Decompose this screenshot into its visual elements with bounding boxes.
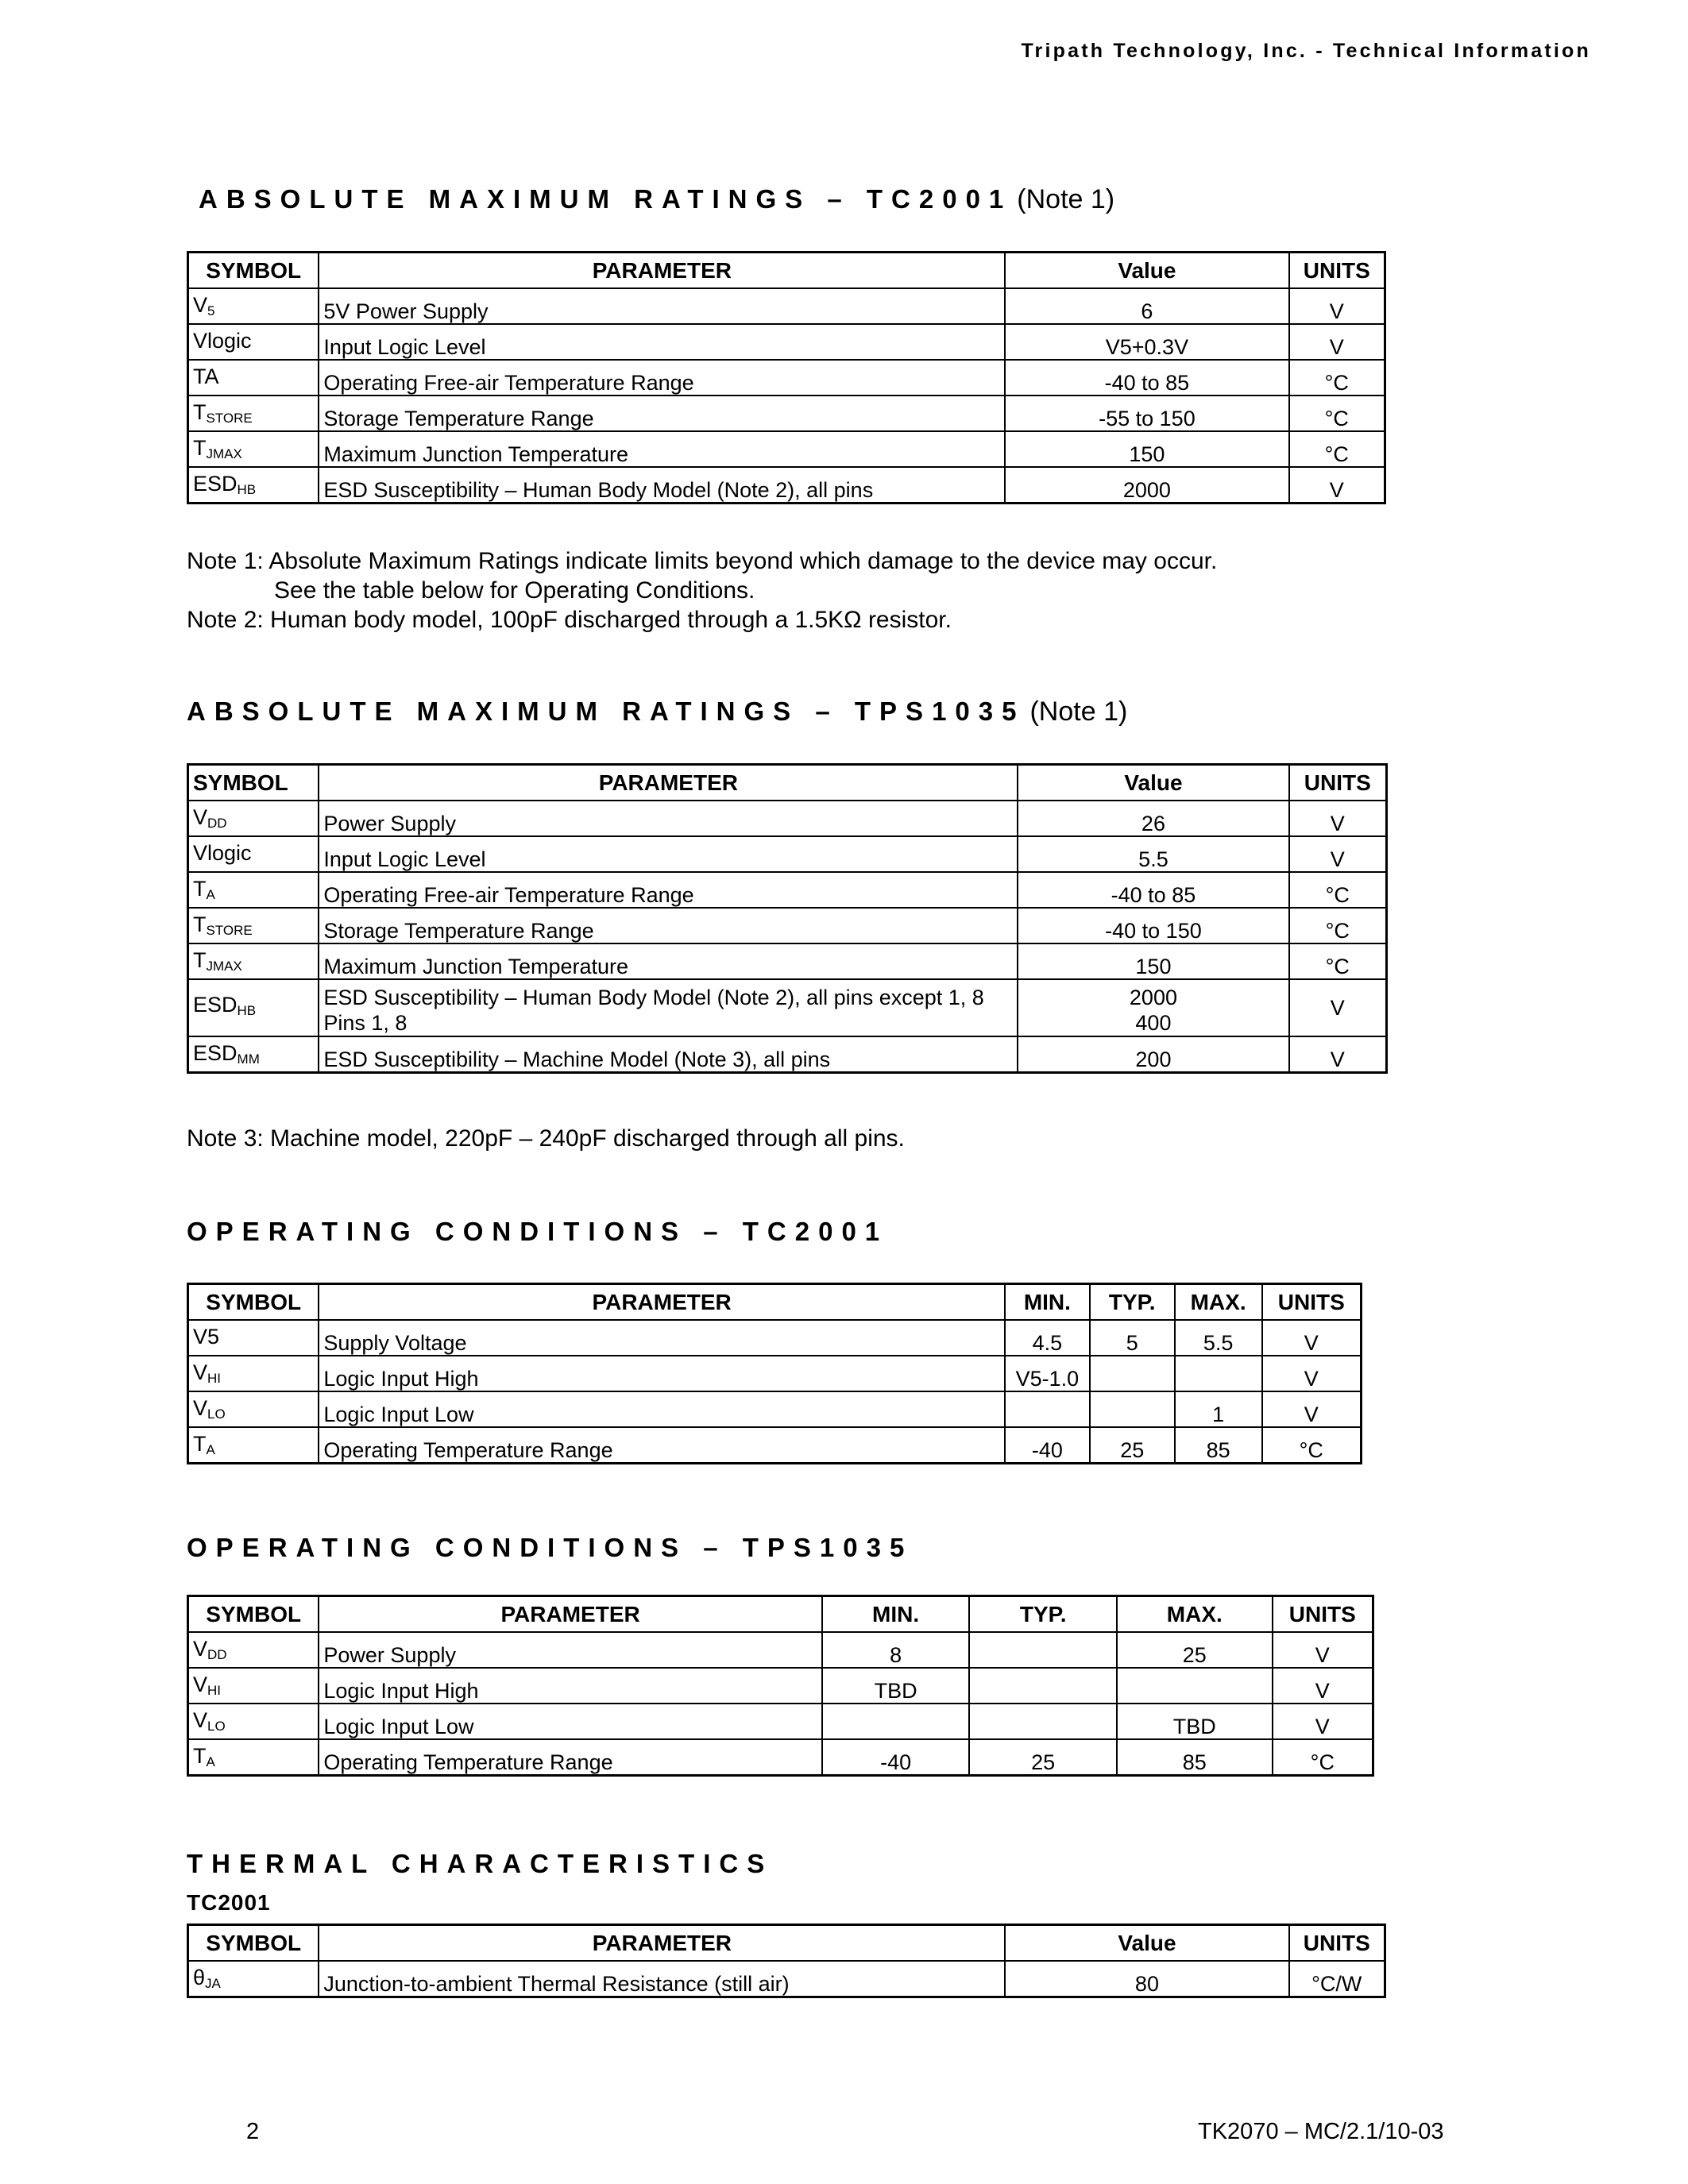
value-cell: 150 (1018, 943, 1288, 979)
symbol-cell: $V_{LO}$ (188, 1391, 319, 1427)
units-cell: °C (1289, 431, 1385, 467)
units-cell: V (1289, 979, 1387, 1036)
col-header-parameter: PARAMETER (319, 1284, 1005, 1321)
max-cell: 5.5 (1175, 1320, 1262, 1356)
value-cell: 6 (1005, 288, 1288, 324)
max-cell: 85 (1175, 1427, 1262, 1464)
table-row (188, 801, 1387, 836)
symbol-cell: $T_{JMAX}$ (188, 431, 319, 467)
thermal-subtitle: TC2001 (187, 1890, 271, 1915)
col-header-units: UNITS (1289, 765, 1387, 801)
note-3: Note 3: Machine model, 220pF – 240pF discharged through all pins. (187, 1125, 905, 1152)
section-title-amr-tps1035 (187, 696, 1127, 727)
symbol-cell: $T_A$ (188, 872, 319, 908)
parameter-cell: Operating Temperature Range (319, 1427, 1005, 1464)
units-cell: V (1289, 324, 1385, 360)
table-row (188, 872, 1387, 908)
parameter-cell: Logic Input High (319, 1356, 1005, 1391)
table-row (188, 1739, 1373, 1776)
table-row (188, 1036, 1387, 1073)
max-cell: 85 (1117, 1739, 1273, 1776)
page-header: Tripath Technology, Inc. - Technical Information (1021, 40, 1591, 62)
parameter-cell: Power Supply (319, 801, 1018, 836)
units-cell: V (1289, 1036, 1387, 1073)
table-row (188, 908, 1387, 943)
typ-cell: 5 (1090, 1320, 1175, 1356)
section-title-oc-tc2001: OPERATING CONDITIONS – TC2001 (187, 1217, 889, 1246)
table-row (188, 943, 1387, 979)
units-cell: V (1262, 1320, 1362, 1356)
table-row (188, 979, 1387, 1036)
symbol-cell: $ESD_{HB}$ (188, 467, 319, 504)
document-id: TK2070 – MC/2.1/10-03 (1198, 2119, 1444, 2144)
min-cell: 8 (822, 1632, 970, 1668)
parameter-cell: Operating Free-air Temperature Range (319, 360, 1005, 396)
min-cell: V5-1.0 (1005, 1356, 1090, 1391)
col-header-max: MAX. (1117, 1596, 1273, 1633)
symbol-cell: $V_{DD}$ (188, 1632, 319, 1668)
col-header-units: UNITS (1289, 253, 1385, 289)
col-header-symbol: SYMBOL (188, 253, 319, 289)
value-line-2: 400 (1135, 1011, 1172, 1035)
symbol-cell: $V_{DD}$ (188, 801, 319, 836)
col-header-symbol: SYMBOL (188, 765, 319, 801)
value-cell: 150 (1005, 431, 1288, 467)
parameter-cell: ESD Susceptibility – Machine Model (Note 3), all pins (319, 1036, 1018, 1073)
notes-block-2 (187, 1124, 905, 1153)
table-row (188, 1356, 1362, 1391)
value-cell: 80 (1005, 1961, 1288, 1997)
note-1: Note 1: Absolute Maximum Ratings indicate limits beyond which damage to the device may occur. (187, 548, 1218, 574)
units-cell: °C (1289, 943, 1387, 979)
table-row (188, 431, 1385, 467)
value-cell: -40 to 150 (1018, 908, 1288, 943)
value-cell: 26 (1018, 801, 1288, 836)
parameter-cell (319, 979, 1018, 1036)
symbol-cell: Vlogic (188, 324, 319, 360)
parameter-cell: ESD Susceptibility – Human Body Model (Note 2), all pins (319, 467, 1005, 504)
section-title-note: (Note 1) (1029, 696, 1128, 727)
symbol-cell: $T_{STORE}$ (188, 908, 319, 943)
table-row (188, 1427, 1362, 1464)
symbol-cell: $V_{LO}$ (188, 1704, 319, 1739)
min-cell: 4.5 (1005, 1320, 1090, 1356)
units-cell: V (1262, 1391, 1362, 1427)
parameter-cell: Input Logic Level (319, 324, 1005, 360)
value-cell: 200 (1018, 1036, 1288, 1073)
parameter-cell: Storage Temperature Range (319, 396, 1005, 431)
parameter-cell: Junction-to-ambient Thermal Resistance (still air) (319, 1961, 1005, 1997)
symbol-cell: $ESD_{HB}$ (188, 979, 319, 1036)
max-cell (1175, 1356, 1262, 1391)
units-cell: V (1289, 836, 1387, 872)
symbol-cell: $T_{JMAX}$ (188, 943, 319, 979)
col-header-typ: TYP. (1090, 1284, 1175, 1321)
notes-block-1 (187, 546, 1217, 635)
table-oc-tc2001 (187, 1283, 1362, 1464)
value-cell: 2000 (1005, 467, 1288, 504)
units-cell: V (1289, 467, 1385, 504)
typ-cell (969, 1668, 1117, 1704)
page-number: 2 (246, 2119, 260, 2144)
parameter-cell: Maximum Junction Temperature (319, 431, 1005, 467)
table-header-row (188, 1596, 1373, 1633)
table-row (188, 467, 1385, 504)
typ-cell: 25 (969, 1739, 1117, 1776)
col-header-symbol: SYMBOL (188, 1596, 319, 1633)
table-amr-tps1035 (187, 763, 1388, 1074)
col-header-parameter: PARAMETER (319, 765, 1018, 801)
value-line-1: 2000 (1129, 986, 1177, 1009)
units-cell: V (1289, 288, 1385, 324)
typ-cell (969, 1704, 1117, 1739)
max-cell: TBD (1117, 1704, 1273, 1739)
note-2: Note 2: Human body model, 100pF discharged through a 1.5KΩ resistor. (187, 607, 952, 633)
col-header-min: MIN. (822, 1596, 970, 1633)
units-cell: °C/W (1289, 1961, 1385, 1997)
parameter-cell: Maximum Junction Temperature (319, 943, 1018, 979)
parameter-cell: Input Logic Level (319, 836, 1018, 872)
value-cell: -40 to 85 (1005, 360, 1288, 396)
col-header-symbol: SYMBOL (188, 1284, 319, 1321)
table-oc-tps1035 (187, 1595, 1374, 1777)
parameter-line-2: Pins 1, 8 (323, 1011, 408, 1035)
symbol-cell: Vlogic (188, 836, 319, 872)
col-header-units: UNITS (1273, 1596, 1373, 1633)
value-cell: -55 to 150 (1005, 396, 1288, 431)
col-header-parameter: PARAMETER (319, 1596, 821, 1633)
value-cell: -40 to 85 (1018, 872, 1288, 908)
min-cell (1005, 1391, 1090, 1427)
parameter-cell: Power Supply (319, 1632, 821, 1668)
table-row (188, 1391, 1362, 1427)
parameter-cell: 5V Power Supply (319, 288, 1005, 324)
max-cell: 25 (1117, 1632, 1273, 1668)
units-cell: V (1262, 1356, 1362, 1391)
units-cell: °C (1289, 908, 1387, 943)
units-cell: °C (1289, 872, 1387, 908)
note-1-continued: See the table below for Operating Conditions. (274, 577, 755, 604)
table-row (188, 324, 1385, 360)
col-header-typ: TYP. (969, 1596, 1117, 1633)
symbol-cell: $ESD_{MM}$ (188, 1036, 319, 1073)
table-header-row (188, 1284, 1362, 1321)
table-row (188, 1320, 1362, 1356)
table-row (188, 836, 1387, 872)
col-header-parameter: PARAMETER (319, 253, 1005, 289)
max-cell: 1 (1175, 1391, 1262, 1427)
min-cell: -40 (1005, 1427, 1090, 1464)
symbol-cell: $T_A$ (188, 1739, 319, 1776)
col-header-units: UNITS (1289, 1925, 1385, 1962)
table-row (188, 288, 1385, 324)
value-cell (1018, 979, 1288, 1036)
max-cell (1117, 1668, 1273, 1704)
symbol-cell: $T_{STORE}$ (188, 396, 319, 431)
table-row (188, 1961, 1385, 1997)
symbol-cell: $\theta_{JA}$ (188, 1961, 319, 1997)
col-header-symbol: SYMBOL (188, 1925, 319, 1962)
col-header-value: Value (1018, 765, 1288, 801)
typ-cell (1090, 1356, 1175, 1391)
section-title-text: ABSOLUTE MAXIMUM RATINGS – TPS1035 (187, 696, 1026, 726)
col-header-min: MIN. (1005, 1284, 1090, 1321)
col-header-units: UNITS (1262, 1284, 1362, 1321)
table-row (188, 360, 1385, 396)
table-header-row (188, 1925, 1385, 1962)
col-header-max: MAX. (1175, 1284, 1262, 1321)
units-cell: V (1273, 1632, 1373, 1668)
section-title-amr-tc2001 (199, 184, 1114, 215)
value-cell: V5+0.3V (1005, 324, 1288, 360)
table-header-row (188, 765, 1387, 801)
symbol-cell: $V_{HI}$ (188, 1668, 319, 1704)
min-cell (822, 1704, 970, 1739)
section-title-oc-tps1035: OPERATING CONDITIONS – TPS1035 (187, 1533, 914, 1562)
units-cell: °C (1262, 1427, 1362, 1464)
parameter-cell: Logic Input Low (319, 1391, 1005, 1427)
parameter-cell: Supply Voltage (319, 1320, 1005, 1356)
section-title-thermal: THERMAL CHARACTERISTICS (187, 1849, 774, 1878)
parameter-cell: Operating Free-air Temperature Range (319, 872, 1018, 908)
table-header-row (188, 253, 1385, 289)
typ-cell (969, 1632, 1117, 1668)
parameter-cell: Operating Temperature Range (319, 1739, 821, 1776)
table-row (188, 1632, 1373, 1668)
symbol-cell: V5 (188, 1320, 319, 1356)
symbol-cell: TA (188, 360, 319, 396)
table-row (188, 1668, 1373, 1704)
units-cell: V (1273, 1668, 1373, 1704)
table-row (188, 396, 1385, 431)
typ-cell: 25 (1090, 1427, 1175, 1464)
value-cell: 5.5 (1018, 836, 1288, 872)
typ-cell (1090, 1391, 1175, 1427)
col-header-value: Value (1005, 1925, 1288, 1962)
units-cell: °C (1273, 1739, 1373, 1776)
col-header-parameter: PARAMETER (319, 1925, 1005, 1962)
parameter-line-1: ESD Susceptibility – Human Body Model (Note 2), all pins except 1, 8 (323, 986, 984, 1009)
col-header-value: Value (1005, 253, 1288, 289)
units-cell: °C (1289, 396, 1385, 431)
parameter-cell: Storage Temperature Range (319, 908, 1018, 943)
units-cell: V (1273, 1704, 1373, 1739)
symbol-cell: $V_5$ (188, 288, 319, 324)
parameter-cell: Logic Input Low (319, 1704, 821, 1739)
symbol-cell: $V_{HI}$ (188, 1356, 319, 1391)
min-cell: TBD (822, 1668, 970, 1704)
section-title-note: (Note 1) (1017, 184, 1115, 214)
table-row (188, 1704, 1373, 1739)
min-cell: -40 (822, 1739, 970, 1776)
section-title-text: ABSOLUTE MAXIMUM RATINGS – TC2001 (199, 184, 1013, 214)
symbol-cell: $T_A$ (188, 1427, 319, 1464)
units-cell: °C (1289, 360, 1385, 396)
parameter-cell: Logic Input High (319, 1668, 821, 1704)
units-cell: V (1289, 801, 1387, 836)
table-thermal (187, 1924, 1386, 1998)
table-amr-tc2001 (187, 251, 1386, 504)
